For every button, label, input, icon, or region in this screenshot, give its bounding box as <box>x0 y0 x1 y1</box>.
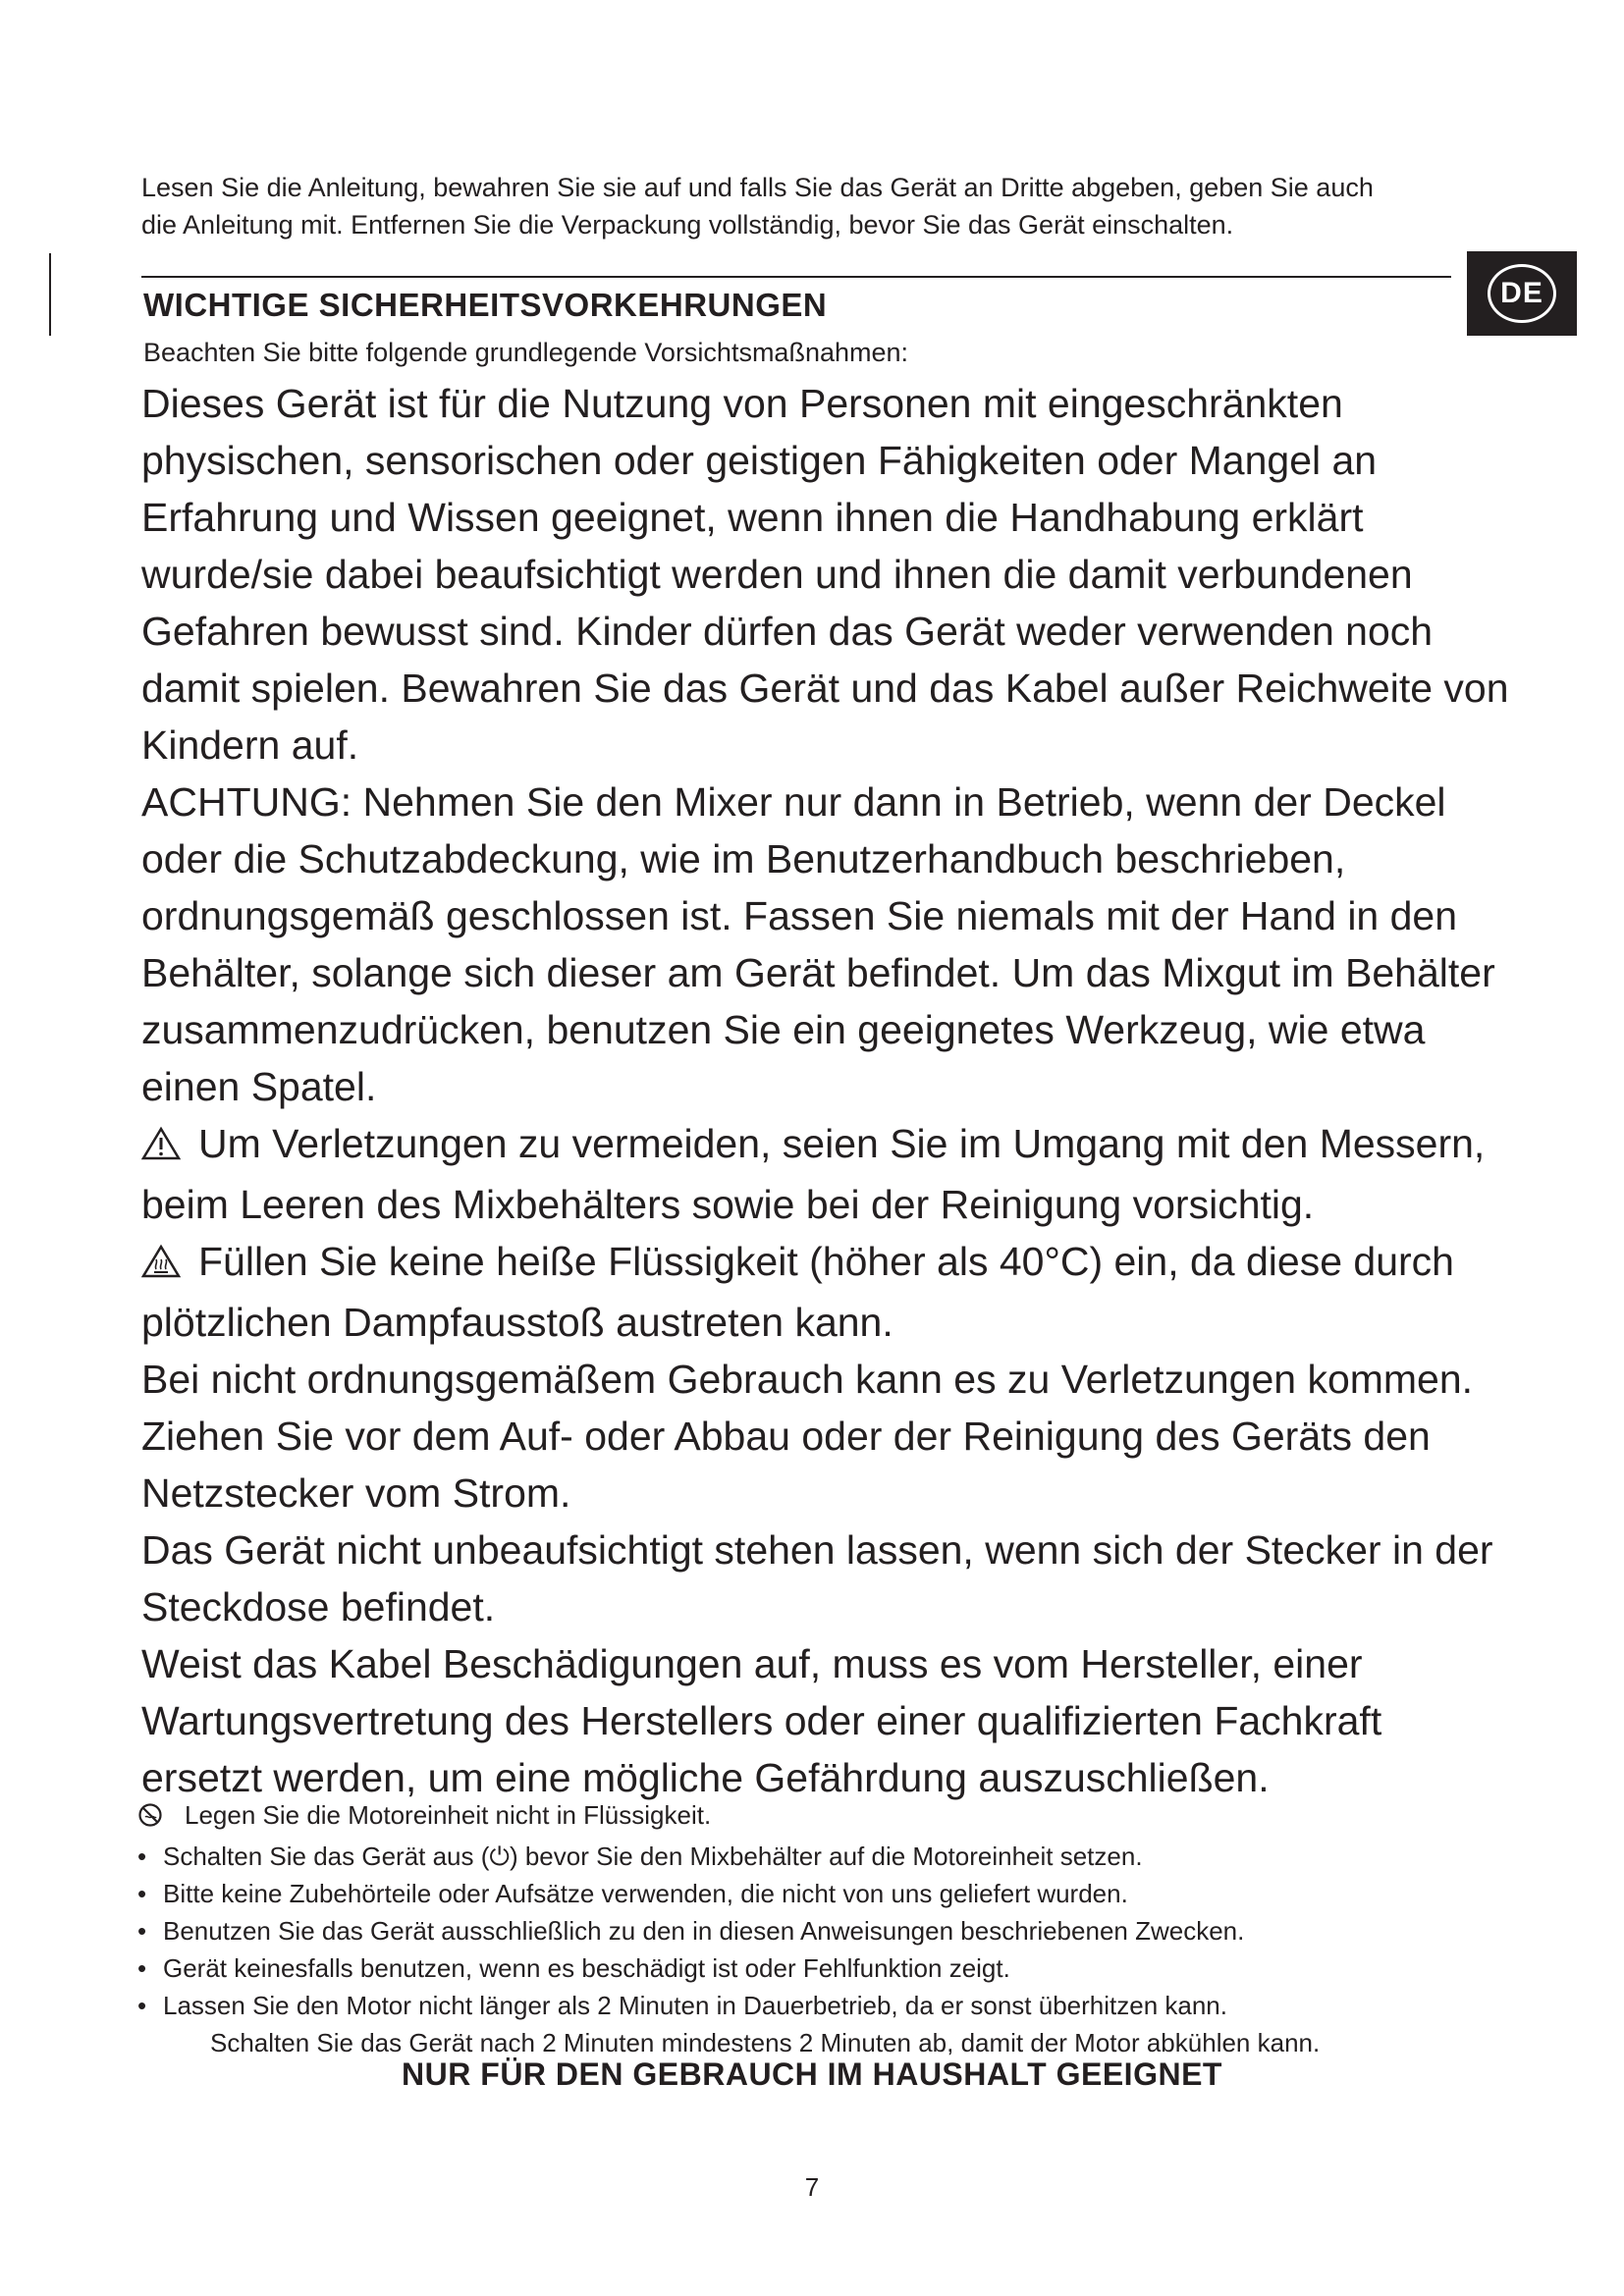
instruction-line: Steckdose befindet. <box>141 1584 496 1629</box>
instruction-line: Ziehen Sie vor dem Auf- oder Abbau oder der Reinigung des Geräts den <box>141 1414 1431 1459</box>
no-immersion-icon <box>137 1800 163 1838</box>
bullet-text: Bitte keine Zubehörteile oder Aufsätze verwenden, die nicht von uns geliefert wurden. <box>163 1879 1128 1908</box>
instruction-line: damit spielen. Bewahren Sie das Gerät und das Kabel außer Reichweite von <box>141 666 1509 711</box>
bullet-item <box>137 1987 1492 2024</box>
safety-instructions <box>141 375 1509 1806</box>
hot-liquid-warning-line <box>141 1233 1496 1294</box>
section-subheading: Beachten Sie bitte folgende grundlegende Vorsichtsmaßnahmen: <box>143 338 909 367</box>
instruction-line: Behälter, solange sich dieser am Gerät befindet. Um das Mixgut im Behälter <box>141 950 1495 995</box>
bullet-text: Schalten Sie das Gerät aus (⏻) bevor Sie den Mixbehälter auf die Motoreinheit setzen. <box>163 1842 1143 1871</box>
bullet-text: Lassen Sie den Motor nicht länger als 2 Minuten in Dauerbetrieb, da er sonst überhitzen kann. <box>163 1991 1227 2020</box>
bullet-marker: • <box>137 1879 147 1908</box>
hot-liquid-warning-text: Füllen Sie keine heiße Flüssigkeit (höher als 40°C) ein, da diese durch <box>198 1239 1454 1284</box>
bullet-item <box>137 1875 1492 1912</box>
bullet-marker: • <box>137 1953 147 1983</box>
no-immersion-line <box>137 1796 1492 1838</box>
instruction-line: ordnungsgemäß geschlossen ist. Fassen Sie niemals mit der Hand in den <box>141 893 1458 938</box>
instruction-line: ACHTUNG: Nehmen Sie den Mixer nur dann in Betrieb, wenn der Deckel <box>141 779 1446 825</box>
instruction-line: Netzstecker vom Strom. <box>141 1470 571 1516</box>
instruction-line: zusammenzudrücken, benutzen Sie ein geeignetes Werkzeug, wie etwa <box>141 1007 1426 1052</box>
instruction-line: wurde/sie dabei beaufsichtigt werden und ihnen die damit verbundenen <box>141 552 1413 597</box>
no-immersion-text: Legen Sie die Motoreinheit nicht in Flüssigkeit. <box>185 1800 712 1830</box>
household-use-notice: NUR FÜR DEN GEBRAUCH IM HAUSHALT GEEIGNET <box>402 2056 1222 2092</box>
bullet-marker: • <box>137 1842 147 1871</box>
hot-surface-warning-icon <box>141 1237 181 1294</box>
instruction-line: Erfahrung und Wissen geeignet, wenn ihnen die Handhabung erklärt <box>141 495 1364 540</box>
warning-text: Um Verletzungen zu vermeiden, seien Sie im Umgang mit den Messern, <box>198 1121 1486 1166</box>
bullet-item <box>137 1912 1492 1949</box>
warning-triangle-icon <box>141 1119 181 1176</box>
instruction-line: einen Spatel. <box>141 1064 377 1109</box>
language-badge-label: DE <box>1500 277 1543 309</box>
instruction-line: Dieses Gerät ist für die Nutzung von Personen mit eingeschränkten <box>141 381 1343 426</box>
section-divider <box>141 276 1451 278</box>
bullet-marker: • <box>137 1991 147 2020</box>
bullet-continuation: Schalten Sie das Gerät nach 2 Minuten mindestens 2 Minuten ab, damit der Motor abkühlen kann. <box>210 2028 1321 2057</box>
instruction-line: Weist das Kabel Beschädigungen auf, muss es vom Hersteller, einer <box>141 1641 1363 1686</box>
instruction-line: beim Leeren des Mixbehälters sowie bei der Reinigung vorsichtig. <box>141 1182 1315 1227</box>
bullet-text: Benutzen Sie das Gerät ausschließlich zu den in diesen Anweisungen beschriebenen Zwecken. <box>163 1916 1245 1946</box>
instruction-line: Wartungsvertretung des Herstellers oder einer qualifizierten Fachkraft <box>141 1698 1382 1743</box>
instruction-line: Das Gerät nicht unbeaufsichtigt stehen lassen, wenn sich der Stecker in der <box>141 1527 1493 1573</box>
section-heading: WICHTIGE SICHERHEITSVORKEHRUNGEN <box>143 287 828 323</box>
instruction-line: ersetzt werden, um eine mögliche Gefährdung auszuschließen. <box>141 1755 1270 1800</box>
language-badge <box>1467 251 1577 336</box>
instruction-line: Gefahren bewusst sind. Kinder dürfen das Gerät weder verwenden noch <box>141 609 1434 654</box>
warning-line <box>141 1115 1496 1176</box>
instruction-line: physischen, sensorischen oder geistigen Fähigkeiten oder Mangel an <box>141 438 1378 483</box>
bullet-item <box>137 1949 1492 1987</box>
instruction-line: Kindern auf. <box>141 722 359 768</box>
intro-line: Lesen Sie die Anleitung, bewahren Sie sie auf und falls Sie das Gerät an Dritte abgeben, geben Sie auch <box>141 173 1374 202</box>
language-badge-ring <box>1488 264 1556 323</box>
bullet-text: Gerät keinesfalls benutzen, wenn es beschädigt ist oder Fehlfunktion zeigt. <box>163 1953 1010 1983</box>
bullet-marker: • <box>137 1916 147 1946</box>
bullet-item <box>137 1838 1492 1875</box>
intro-line: die Anleitung mit. Entfernen Sie die Verpackung vollständig, bevor Sie das Gerät einschalten. <box>141 210 1234 240</box>
intro-text <box>141 169 1418 243</box>
instruction-line: Bei nicht ordnungsgemäßem Gebrauch kann es zu Verletzungen kommen. <box>141 1357 1474 1402</box>
instruction-line: oder die Schutzabdeckung, wie im Benutzerhandbuch beschrieben, <box>141 836 1346 881</box>
additional-instructions <box>137 1796 1492 2061</box>
margin-mark <box>49 253 51 336</box>
page-number: 7 <box>804 2172 820 2202</box>
instruction-line: plötzlichen Dampfausstoß austreten kann. <box>141 1300 893 1345</box>
